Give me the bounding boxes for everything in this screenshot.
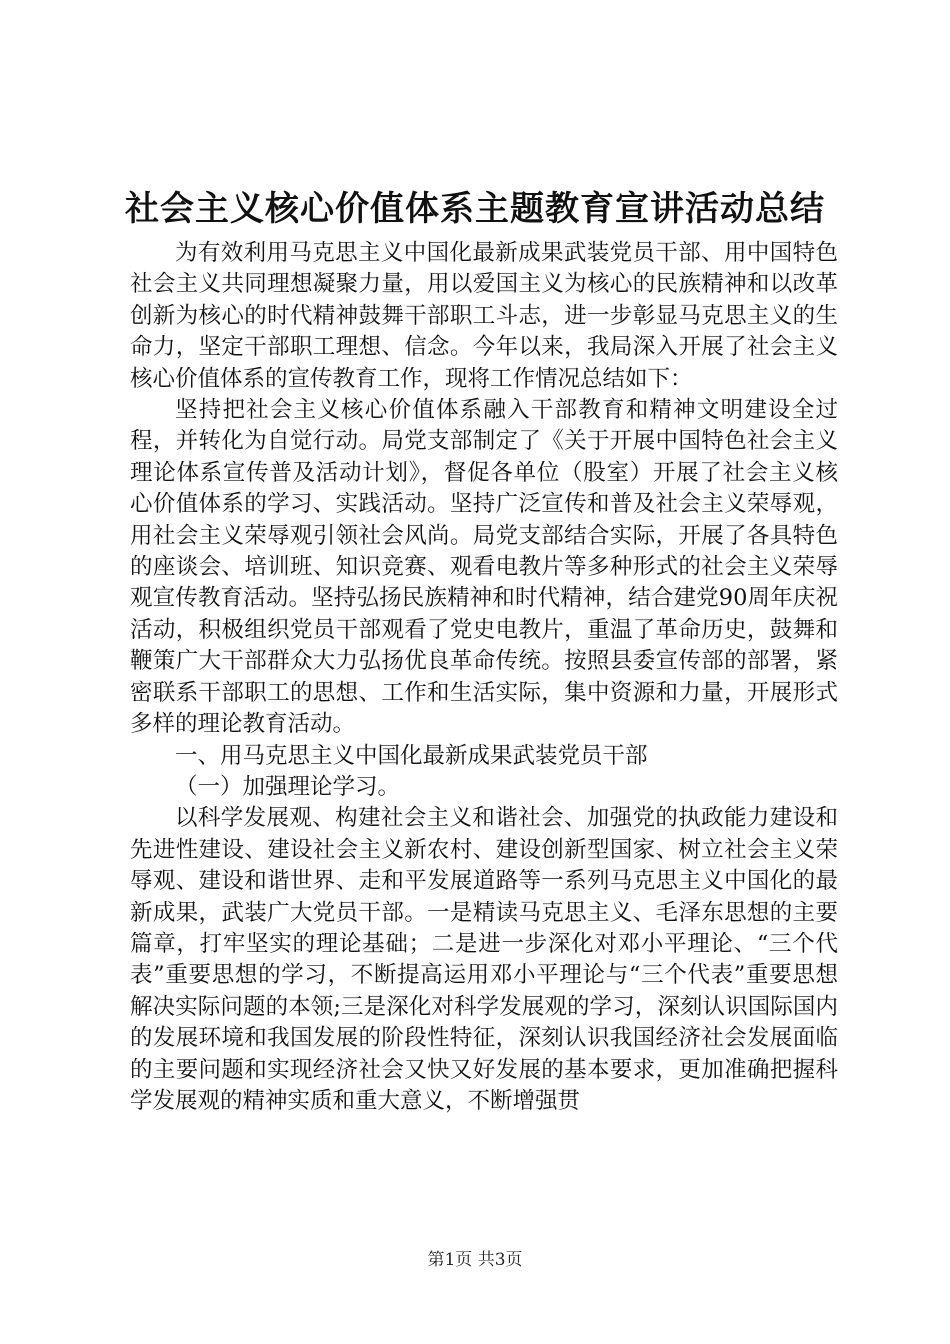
paragraph-theory-study: 以科学发展观、构建社会主义和谐社会、加强党的执政能力建设和先进性建设、建设社会主义新农村、建设创新型国家、树立社会主义荣辱观、建设和谐世界、走和平发展道路等一系列马克思主义中国化的最新成果，武装广大党员干部。一是精读马克思主义、毛泽东思想的主要篇章，打牢坚实的理论基础；二是进一步深化对邓小平理论、“三个代表”重要思想的学习，不断提高运用邓小平理论与“三个代表”重要思想解决实际问题的本领;三是深化对科学发展观的学习，深刻认识国际国内的发展环境和我国发展的阶段性特征，深刻认识我国经济社会发展面临的主要问题和实现经济社会又快又好发展的基本要求，更加准确把握科学发展观的精神实质和重大意义，不断增强贯 [130,805,838,1114]
document-title: 社会主义核心价值体系主题教育宣讲活动总结 [125,189,825,229]
section-heading-1: 一、用马克思主义中国化最新成果武装党员干部 [175,742,648,769]
subsection-heading-1: （一）加强理论学习。 [175,773,401,800]
document-body [130,238,838,1117]
page-number-footer: 第1页 共3页 [427,1250,523,1270]
paragraph-intro: 为有效利用马克思主义中国化最新成果武装党员干部、用中国特色社会主义共同理想凝聚力量，用以爱国主义为核心的民族精神和以改革创新为核心的时代精神鼓舞干部职工斗志，进一步彰显马克思主义的生命力，坚定干部职工理想、信念。今年以来，我局深入开展了社会主义核心价值体系的宣传教育工作，现将工作情况总结如下： [130,240,838,392]
paragraph-overview: 坚持把社会主义核心价值体系融入干部教育和精神文明建设全过程，并转化为自觉行动。局党支部制定了《关于开展中国特色社会主义理论体系宣传普及活动计划》，督促各单位（股室）开展了社会主义核心价值体系的学习、实践活动。坚持广泛宣传和普及社会主义荣辱观，用社会主义荣辱观引领社会风尚。局党支部结合实际，开展了各具特色的座谈会、培训班、知识竞赛、观看电教片等多种形式的社会主义荣辱观宣传教育活动。坚持弘扬民族精神和时代精神，结合建党90周年庆祝活动，积极组织党员干部观看了党史电教片，重温了革命历史，鼓舞和鞭策广大干部群众大力弘扬优良革命传统。按照县委宣传部的部署，紧密联系干部职工的思想、工作和生活实际，集中资源和力量，开展形式多样的理论教育活动。 [130,397,838,738]
